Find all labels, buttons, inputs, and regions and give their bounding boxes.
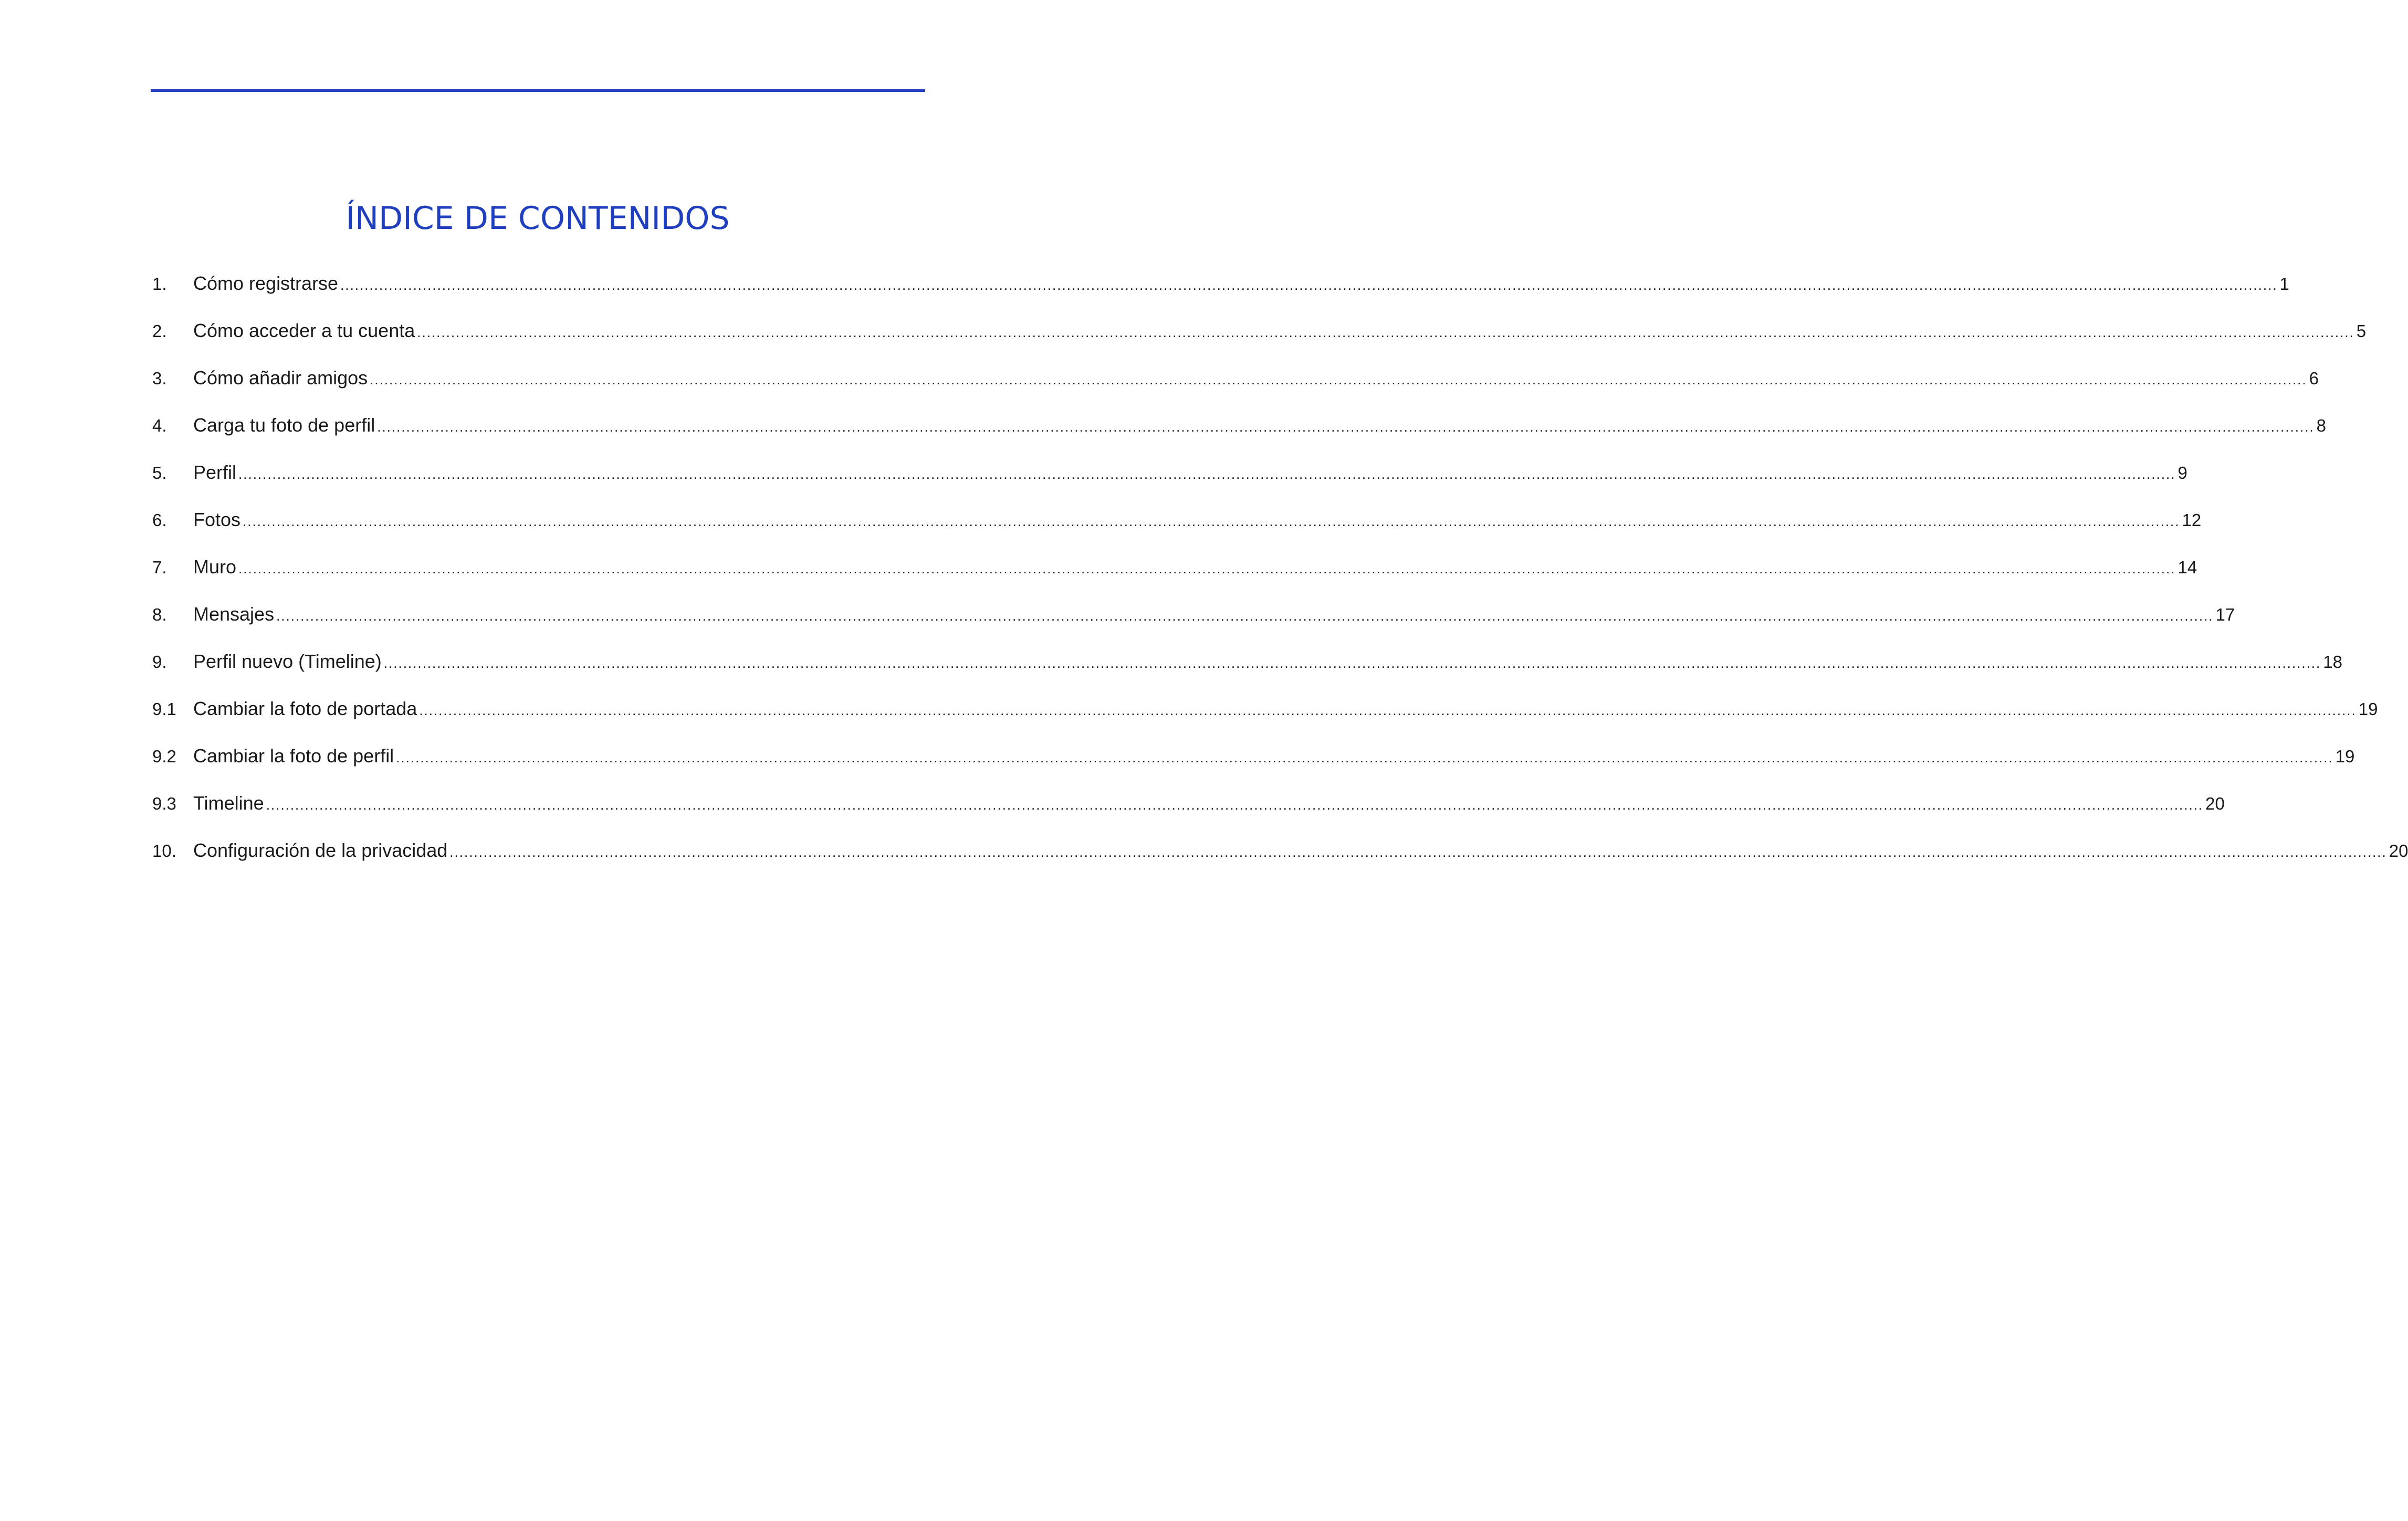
toc-entry-number: 7.	[152, 558, 167, 577]
toc-entry-number: 9.2	[152, 747, 176, 766]
toc-entry-label: Muro	[193, 556, 237, 578]
toc-entry-label: Mensajes	[193, 603, 275, 625]
toc-entry-page: 5	[2356, 321, 2367, 341]
toc-entry-number: 4.	[152, 416, 167, 435]
toc-entry-page: 12	[2182, 510, 2202, 530]
toc-entry-number: 6.	[152, 510, 167, 530]
toc-dot-leader: ................................................................................................................................................................................................................................................................................................................................................................................................................	[419, 702, 2357, 718]
toc-entry-number: 3.	[152, 369, 167, 388]
toc-dot-leader: ................................................................................................................................................................................................................................................................................................................................................................................................................	[238, 561, 2176, 576]
toc-entry-label: Fotos	[193, 509, 241, 530]
toc-entry-number: 9.3	[152, 794, 176, 813]
toc-entry-label: Timeline	[193, 792, 264, 814]
toc-entry-number: 8.	[152, 605, 167, 624]
toc-entry-label: Cambiar la foto de portada	[193, 698, 417, 719]
toc-entry[interactable]	[152, 551, 2197, 599]
toc-entry-page: 18	[2323, 652, 2342, 672]
toc-entry[interactable]	[152, 457, 2187, 504]
toc-entry-label: Perfil nuevo (Timeline)	[193, 651, 382, 672]
toc-dot-leader: ................................................................................................................................................................................................................................................................................................................................................................................................................	[340, 277, 2278, 293]
toc-dot-leader: ................................................................................................................................................................................................................................................................................................................................................................................................................	[449, 844, 2387, 860]
toc-entry-number: 1.	[152, 274, 167, 293]
toc-entry-label: Cambiar la foto de perfil	[193, 745, 394, 767]
toc-entry-number: 10.	[152, 841, 176, 861]
toc-entry-number: 5.	[152, 463, 167, 482]
toc-dot-leader: ................................................................................................................................................................................................................................................................................................................................................................................................................	[276, 608, 2214, 624]
toc-entry[interactable]	[152, 362, 2319, 410]
toc-entry-page: 20	[2389, 841, 2408, 861]
toc-dot-leader: ................................................................................................................................................................................................................................................................................................................................................................................................................	[266, 797, 2204, 813]
toc-entry[interactable]	[152, 740, 2355, 788]
toc-entry[interactable]	[152, 788, 2225, 835]
toc-dot-leader: ................................................................................................................................................................................................................................................................................................................................................................................................................	[243, 513, 2180, 529]
toc-entry-page: 9	[2177, 463, 2187, 482]
toc-entry-label: Perfil	[193, 461, 237, 483]
toc-entry-label: Cómo registrarse	[193, 272, 339, 294]
toc-entry-page: 8	[2316, 416, 2327, 435]
toc-entry[interactable]	[152, 646, 2342, 693]
toc-entry-page: 20	[2205, 794, 2225, 813]
toc-entry[interactable]	[152, 599, 2235, 646]
toc-entry-label: Cómo acceder a tu cuenta	[193, 320, 415, 341]
toc-dot-leader: ................................................................................................................................................................................................................................................................................................................................................................................................................	[377, 419, 2315, 435]
toc-entry[interactable]	[152, 410, 2327, 457]
toc-dot-leader: ................................................................................................................................................................................................................................................................................................................................................................................................................	[383, 655, 2321, 671]
toc-entry-page: 19	[2358, 699, 2378, 719]
toc-dot-leader: ................................................................................................................................................................................................................................................................................................................................................................................................................	[417, 324, 2354, 340]
toc-list	[152, 268, 2408, 882]
toc-dot-leader: ................................................................................................................................................................................................................................................................................................................................................................................................................	[370, 372, 2307, 387]
toc-dot-leader: ................................................................................................................................................................................................................................................................................................................................................................................................................	[396, 750, 2333, 765]
toc-entry-page: 1	[2279, 274, 2289, 293]
toc-entry[interactable]	[152, 835, 2408, 882]
toc-entry-label: Carga tu foto de perfil	[193, 414, 375, 436]
toc-entry-page: 19	[2335, 747, 2355, 766]
toc-entry-page: 14	[2177, 558, 2197, 577]
header-rule	[151, 89, 925, 92]
toc-entry-number: 9.1	[152, 699, 176, 719]
toc-entry-label: Configuración de la privacidad	[193, 840, 448, 861]
toc-entry[interactable]	[152, 504, 2202, 551]
toc-entry-label: Cómo añadir amigos	[193, 367, 368, 389]
toc-entry-page: 17	[2215, 605, 2235, 624]
toc-entry-page: 6	[2309, 369, 2319, 388]
toc-entry[interactable]	[152, 693, 2378, 740]
toc-entry-number: 9.	[152, 652, 167, 672]
toc-entry[interactable]	[152, 268, 2289, 315]
toc-dot-leader: ................................................................................................................................................................................................................................................................................................................................................................................................................	[238, 466, 2176, 482]
toc-entry-number: 2.	[152, 321, 167, 341]
toc-title: ÍNDICE DE CONTENIDOS	[346, 200, 730, 237]
toc-entry[interactable]	[152, 315, 2367, 362]
